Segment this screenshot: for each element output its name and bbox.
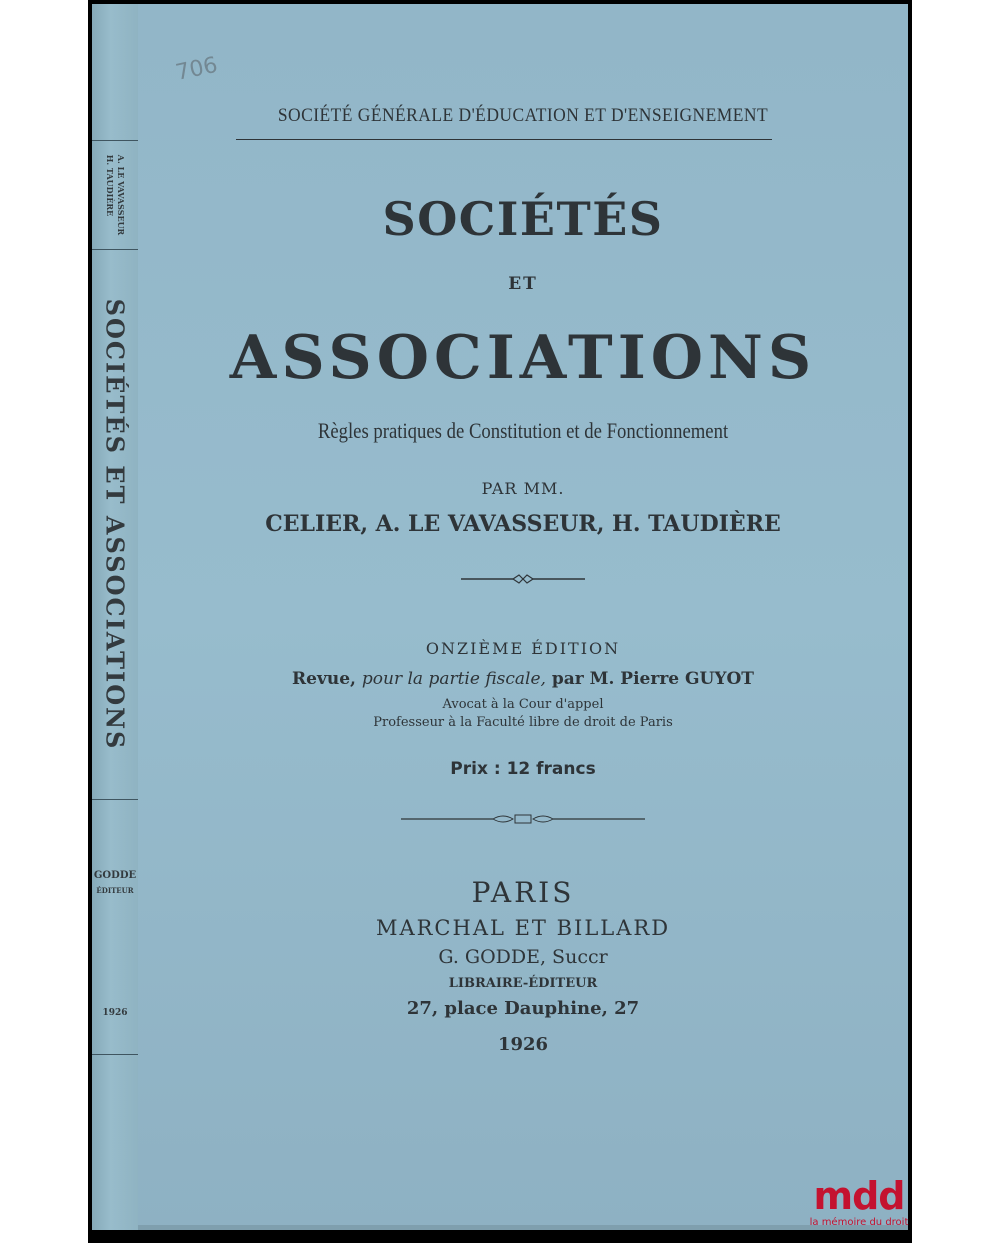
ornament-divider-2 [140, 812, 906, 826]
mdd-logo [808, 1176, 910, 1238]
spine-author-bottom: H. TAUDIÈRE [105, 154, 116, 217]
subtitle: Règles pratiques de Constitution et de Fonctionnement [317, 418, 729, 443]
publisher-role: LIBRAIRE-ÉDITEUR [448, 976, 598, 991]
revision-italic: pour la partie fiscale, [361, 669, 546, 689]
by-line: PAR MM. [481, 479, 565, 498]
cover-bottom-edge [138, 1225, 908, 1230]
publication-year: 1926 [497, 1034, 549, 1055]
logo-tagline: la mémoire du droit [809, 1217, 909, 1228]
revision-suffix: par M. Pierre GUYOT [551, 669, 754, 689]
revision-line [138, 669, 908, 689]
spine-rule [92, 799, 138, 800]
ornament-divider-1 [140, 572, 906, 586]
authors: CELIER, A. LE VAVASSEUR, H. TAUDIÈRE [265, 511, 781, 537]
publisher-address: 27, place Dauphine, 27 [406, 998, 640, 1019]
publisher-successor: G. GODDE, Succr [438, 946, 608, 968]
pencil-annotation: 706 [173, 52, 220, 86]
series-header: SOCIÉTÉ GÉNÉRALE D'ÉDUCATION ET D'ENSEIGNEMENT [277, 105, 769, 126]
spine-title-wrap [92, 298, 138, 750]
ornament-rule-icon [401, 812, 645, 826]
title-line-1: SOCIÉTÉS [382, 192, 664, 246]
spine-author-top: A. LE VAVASSEUR [116, 154, 127, 236]
spine-title: SOCIÉTÉS ET ASSOCIATIONS [100, 298, 130, 750]
title-line-2: ASSOCIATIONS [229, 323, 817, 393]
logo-mark: mdd [813, 1174, 905, 1218]
spine-rule [92, 140, 138, 141]
title-connector: ET [508, 274, 538, 294]
price: Prix : 12 francs [450, 759, 596, 779]
spine-rule [92, 249, 138, 250]
book-spine [92, 4, 139, 1230]
edition: ONZIÈME ÉDITION [425, 639, 621, 658]
spine-role: ÉDITEUR [96, 886, 134, 895]
spine-publisher: GODDE [93, 870, 137, 881]
spine-year: 1926 [102, 1008, 128, 1018]
reviser-title-1: Avocat à la Cour d'appel [442, 697, 604, 712]
publisher-name: MARCHAL ET BILLARD [375, 916, 671, 940]
revision-prefix: Revue, [292, 669, 356, 689]
header-rule [236, 139, 772, 140]
ornament-rule-icon [461, 572, 585, 586]
publication-city: PARIS [471, 876, 575, 909]
spine-rule [92, 1054, 138, 1055]
reviser-title-2: Professeur à la Faculté libre de droit de Paris [373, 715, 673, 730]
spine-authors [92, 150, 138, 240]
